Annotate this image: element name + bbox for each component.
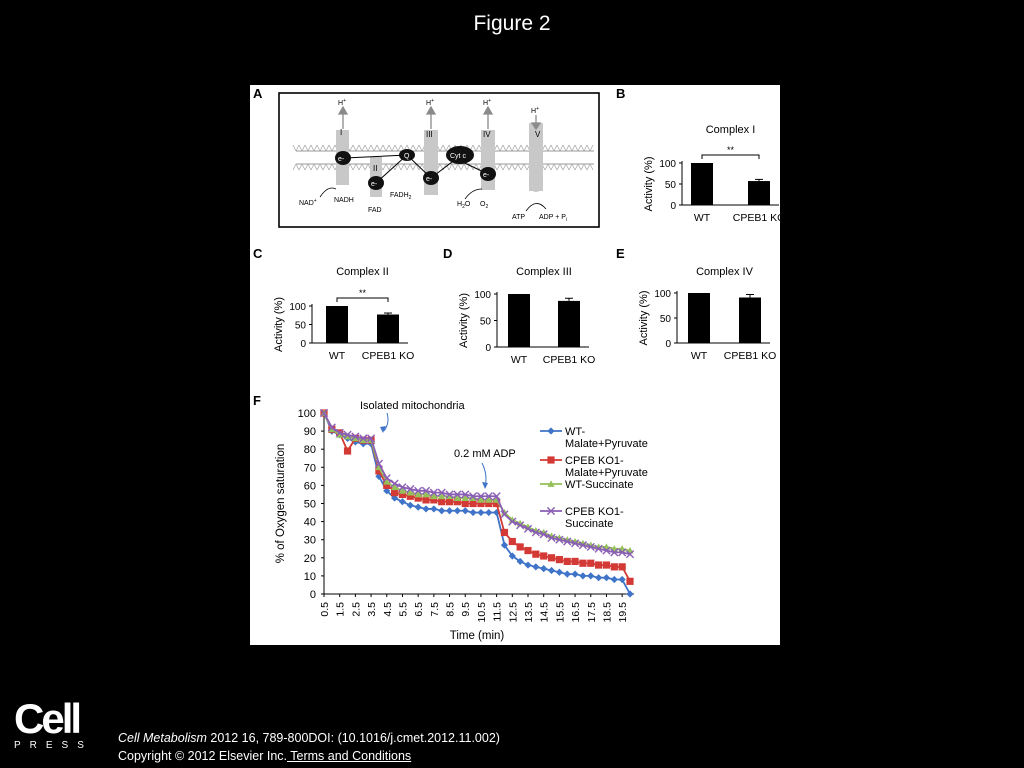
significance-label: ** bbox=[358, 288, 367, 298]
x-tick-label: 4.5 bbox=[381, 602, 394, 617]
x-tick-label: 17.5 bbox=[585, 602, 598, 623]
electron-label-iii: e- bbox=[426, 176, 433, 183]
data-point bbox=[595, 574, 602, 581]
figure-title: Figure 2 bbox=[473, 12, 551, 35]
y-tick-label: 10 bbox=[303, 570, 316, 583]
annotation-isolated-mitochondria bbox=[360, 400, 465, 433]
panel-d-label: D bbox=[443, 246, 453, 261]
nadh-label: NADH bbox=[334, 197, 354, 204]
data-point bbox=[611, 576, 618, 583]
h2o-label: $H_2O$ bbox=[457, 201, 471, 210]
proton-label-3: H+ bbox=[426, 98, 434, 107]
annotation-arrowhead bbox=[482, 482, 488, 489]
bar-chart-e bbox=[616, 246, 776, 362]
data-point bbox=[454, 507, 461, 514]
x-tick-label: 11.5 bbox=[491, 602, 504, 622]
legend-label: CPEB KO1- bbox=[565, 506, 624, 518]
data-point bbox=[556, 556, 563, 563]
data-point bbox=[571, 558, 578, 565]
data-point bbox=[626, 578, 633, 585]
y-tick-label: 0 bbox=[300, 339, 306, 350]
y-tick-label: 70 bbox=[303, 462, 316, 475]
panel-a-frame bbox=[279, 93, 599, 227]
x-tick-label: 0.5 bbox=[319, 602, 331, 617]
data-point bbox=[399, 498, 406, 505]
proton-label-5: H+ bbox=[531, 106, 539, 115]
data-point bbox=[547, 427, 554, 434]
complex-v-label: V bbox=[535, 130, 541, 139]
journal-name: Cell Metabolism bbox=[118, 731, 207, 745]
data-point bbox=[611, 563, 618, 570]
data-point bbox=[603, 561, 610, 568]
bar-chart-d bbox=[443, 246, 595, 366]
logo-subtitle: PRESS bbox=[14, 740, 93, 751]
data-point bbox=[501, 529, 508, 536]
y-tick-label: 60 bbox=[303, 480, 316, 493]
bar-wt bbox=[688, 293, 710, 343]
x-tick-label: CPEB1 KO bbox=[723, 350, 777, 362]
y-axis-label: Activity (%) bbox=[643, 156, 655, 212]
data-point bbox=[438, 507, 445, 514]
annotation-label: 0.2 mM ADP bbox=[454, 448, 516, 460]
data-point bbox=[619, 576, 626, 583]
data-point bbox=[532, 563, 539, 570]
bar-wt bbox=[326, 306, 348, 343]
data-point bbox=[579, 572, 586, 579]
y-tick-label: 100 bbox=[474, 290, 491, 301]
y-tick-label: 20 bbox=[303, 552, 316, 565]
panel-f-label: F bbox=[253, 393, 261, 408]
significance-bracket bbox=[337, 298, 388, 302]
fad-label: FAD bbox=[368, 207, 382, 214]
data-point bbox=[517, 543, 524, 550]
data-point bbox=[430, 505, 437, 512]
data-point bbox=[619, 563, 626, 570]
x-axis-label: Time (min) bbox=[449, 630, 505, 642]
data-point bbox=[524, 547, 531, 554]
data-point bbox=[579, 560, 586, 567]
x-tick-label: CPEB1 KO bbox=[732, 212, 786, 224]
legend-label: Malate+Pyruvate bbox=[565, 438, 648, 450]
significance-bracket bbox=[702, 155, 759, 159]
data-point bbox=[603, 574, 610, 581]
bar-chart-title: Complex II bbox=[336, 266, 389, 278]
y-tick-label: 40 bbox=[303, 516, 316, 529]
x-tick-label: CPEB1 KO bbox=[542, 354, 596, 366]
x-tick-label: 5.5 bbox=[397, 602, 410, 617]
citation-details: 2012 16, 789-800DOI: (10.1016/j.cmet.2012.11.002) bbox=[206, 731, 500, 745]
fadh2-label: $FADH_2$ bbox=[390, 192, 412, 201]
proton-label-1: H+ bbox=[338, 98, 346, 107]
data-point bbox=[415, 504, 422, 511]
legend-entry bbox=[540, 506, 624, 530]
data-point bbox=[485, 509, 492, 516]
x-tick-label: WT bbox=[693, 212, 711, 224]
nad-label: NAD+ bbox=[299, 198, 317, 207]
bar-cpeb1-ko bbox=[739, 298, 761, 344]
x-tick-label: 9.5 bbox=[460, 602, 473, 617]
data-point bbox=[422, 505, 429, 512]
legend-label: CPEB KO1- bbox=[565, 455, 624, 467]
data-point bbox=[509, 538, 516, 545]
x-tick-label: CPEB1 KO bbox=[361, 350, 415, 362]
citation bbox=[118, 729, 500, 765]
bar-cpeb1-ko bbox=[748, 181, 770, 205]
figure-canvas bbox=[250, 85, 786, 645]
y-tick-label: 100 bbox=[289, 302, 306, 313]
x-tick-label: 7.5 bbox=[428, 602, 441, 617]
water-arrow bbox=[465, 189, 482, 199]
figure-panel bbox=[250, 85, 786, 645]
complex-ii-label: II bbox=[373, 164, 378, 173]
data-point bbox=[587, 572, 594, 579]
x-tick-label: 16.5 bbox=[570, 602, 583, 623]
complex-iv-label: IV bbox=[483, 130, 491, 139]
annotation-adp bbox=[454, 448, 516, 489]
data-point bbox=[407, 502, 414, 509]
data-point bbox=[587, 560, 594, 567]
complex-iii-shape bbox=[424, 130, 438, 195]
panel-a bbox=[253, 86, 599, 227]
y-tick-label: 50 bbox=[664, 180, 676, 191]
x-tick-label: 13.5 bbox=[523, 602, 535, 623]
citation-ref bbox=[118, 729, 500, 747]
copyright-line bbox=[118, 747, 500, 765]
bar-chart-c bbox=[253, 246, 414, 362]
x-tick-label: 15.5 bbox=[554, 602, 567, 623]
atp-label: ATP bbox=[512, 214, 526, 221]
bar-charts bbox=[253, 86, 785, 366]
x-tick-label: WT bbox=[328, 350, 346, 362]
data-point bbox=[462, 507, 469, 514]
cell-press-logo bbox=[14, 695, 93, 751]
atp-arrow bbox=[526, 203, 546, 211]
copyright-text: Copyright © 2012 Elsevier Inc. bbox=[118, 749, 288, 763]
legend-entry bbox=[540, 479, 633, 491]
x-tick-label: WT bbox=[690, 350, 708, 362]
data-point bbox=[344, 447, 351, 454]
legend-entry bbox=[540, 455, 648, 479]
x-tick-label: 8.5 bbox=[444, 602, 457, 617]
significance-label: ** bbox=[726, 145, 735, 155]
data-point bbox=[571, 570, 578, 577]
bar-chart-title: Complex I bbox=[705, 124, 756, 136]
legend-label: WT- bbox=[565, 426, 586, 438]
data-point bbox=[540, 552, 547, 559]
panel-c-label: C bbox=[253, 246, 263, 261]
data-point bbox=[462, 500, 469, 507]
data-point bbox=[469, 509, 476, 516]
y-tick-label: 80 bbox=[303, 444, 316, 457]
y-axis-label: Activity (%) bbox=[458, 293, 470, 348]
proton-label-4: H+ bbox=[483, 98, 491, 107]
bar-chart-b bbox=[616, 86, 785, 224]
complex-iii-label: III bbox=[426, 130, 433, 139]
legend-label: WT-Succinate bbox=[565, 479, 634, 491]
data-point bbox=[564, 570, 571, 577]
annotation-label: Isolated mitochondria bbox=[360, 400, 465, 412]
panel-b-label: B bbox=[616, 86, 626, 101]
complex-i-label: I bbox=[340, 128, 343, 137]
bar-cpeb1-ko bbox=[377, 315, 399, 343]
data-point bbox=[548, 554, 555, 561]
data-point bbox=[438, 498, 445, 505]
y-tick-label: 50 bbox=[479, 316, 491, 328]
data-point bbox=[626, 590, 633, 597]
legend-entry bbox=[540, 426, 648, 450]
nadh-arrow bbox=[320, 188, 336, 197]
y-tick-label: 0 bbox=[485, 343, 491, 354]
data-point bbox=[547, 456, 554, 463]
y-tick-label: 30 bbox=[303, 534, 316, 547]
bar-wt bbox=[691, 163, 713, 205]
x-tick-label: 12.5 bbox=[507, 602, 520, 623]
adp-label: ADP + $P_i$ bbox=[539, 214, 568, 223]
electron-label-iv: e- bbox=[483, 172, 490, 179]
electron-label-ii: e- bbox=[371, 181, 378, 188]
x-tick-label: 19.5 bbox=[617, 602, 630, 623]
x-tick-label: 2.5 bbox=[350, 602, 363, 617]
y-axis-label: Activity (%) bbox=[273, 297, 285, 352]
y-tick-label: 100 bbox=[654, 289, 671, 300]
data-point bbox=[595, 561, 602, 568]
y-tick-label: 0 bbox=[309, 589, 316, 601]
data-point bbox=[469, 500, 476, 507]
bar-wt bbox=[508, 294, 530, 347]
series-cpeb-ko1-malate-pyruvate bbox=[320, 409, 633, 585]
data-point bbox=[532, 551, 539, 558]
terms-link[interactable]: Terms and Conditions bbox=[287, 749, 412, 763]
x-tick-label: 10.5 bbox=[475, 602, 488, 623]
data-point bbox=[524, 561, 531, 568]
data-point bbox=[548, 567, 555, 574]
complex-v-rotor bbox=[530, 178, 542, 192]
y-tick-label: 0 bbox=[670, 201, 676, 212]
y-tick-label: 0 bbox=[665, 339, 671, 350]
bar-chart-title: Complex III bbox=[516, 266, 572, 278]
data-point bbox=[446, 507, 453, 514]
data-point bbox=[556, 569, 563, 576]
data-point bbox=[422, 496, 429, 503]
oxygen-saturation-chart bbox=[253, 393, 648, 642]
data-point bbox=[540, 565, 547, 572]
x-tick-label: 18.5 bbox=[601, 602, 614, 623]
logo-wordmark: Cell bbox=[14, 695, 80, 742]
y-axis-label: Activity (%) bbox=[638, 290, 650, 346]
legend-label: Malate+Pyruvate bbox=[565, 467, 648, 479]
electron-label-i: e- bbox=[338, 156, 345, 163]
y-tick-label: 100 bbox=[297, 408, 316, 420]
panel-a-label: A bbox=[253, 86, 263, 101]
legend-label: Succinate bbox=[565, 518, 614, 530]
data-point bbox=[391, 489, 398, 496]
panel-e-label: E bbox=[616, 246, 625, 261]
y-tick-label: 50 bbox=[303, 498, 316, 511]
bar-chart-title: Complex IV bbox=[696, 266, 753, 278]
y-tick-label: 50 bbox=[659, 314, 671, 325]
data-point bbox=[446, 498, 453, 505]
cytochrome-c-label: Cyt c bbox=[450, 153, 466, 160]
x-tick-label: 14.5 bbox=[538, 602, 551, 623]
y-tick-label: 90 bbox=[303, 426, 316, 439]
x-tick-label: 3.5 bbox=[366, 602, 379, 617]
x-tick-label: WT bbox=[510, 354, 528, 366]
ubiquinone-label: Q bbox=[404, 153, 410, 160]
x-tick-label: 6.5 bbox=[413, 602, 426, 617]
o2-label: $O_2$ bbox=[480, 201, 489, 210]
y-tick-label: 100 bbox=[659, 159, 676, 170]
data-point bbox=[564, 558, 571, 565]
bar-cpeb1-ko bbox=[558, 301, 580, 347]
proton-arrows bbox=[339, 107, 540, 129]
data-point bbox=[477, 509, 484, 516]
y-tick-label: 50 bbox=[294, 320, 306, 332]
x-tick-label: 1.5 bbox=[334, 602, 347, 617]
y-axis-label: % of Oxygen saturation bbox=[275, 443, 287, 564]
